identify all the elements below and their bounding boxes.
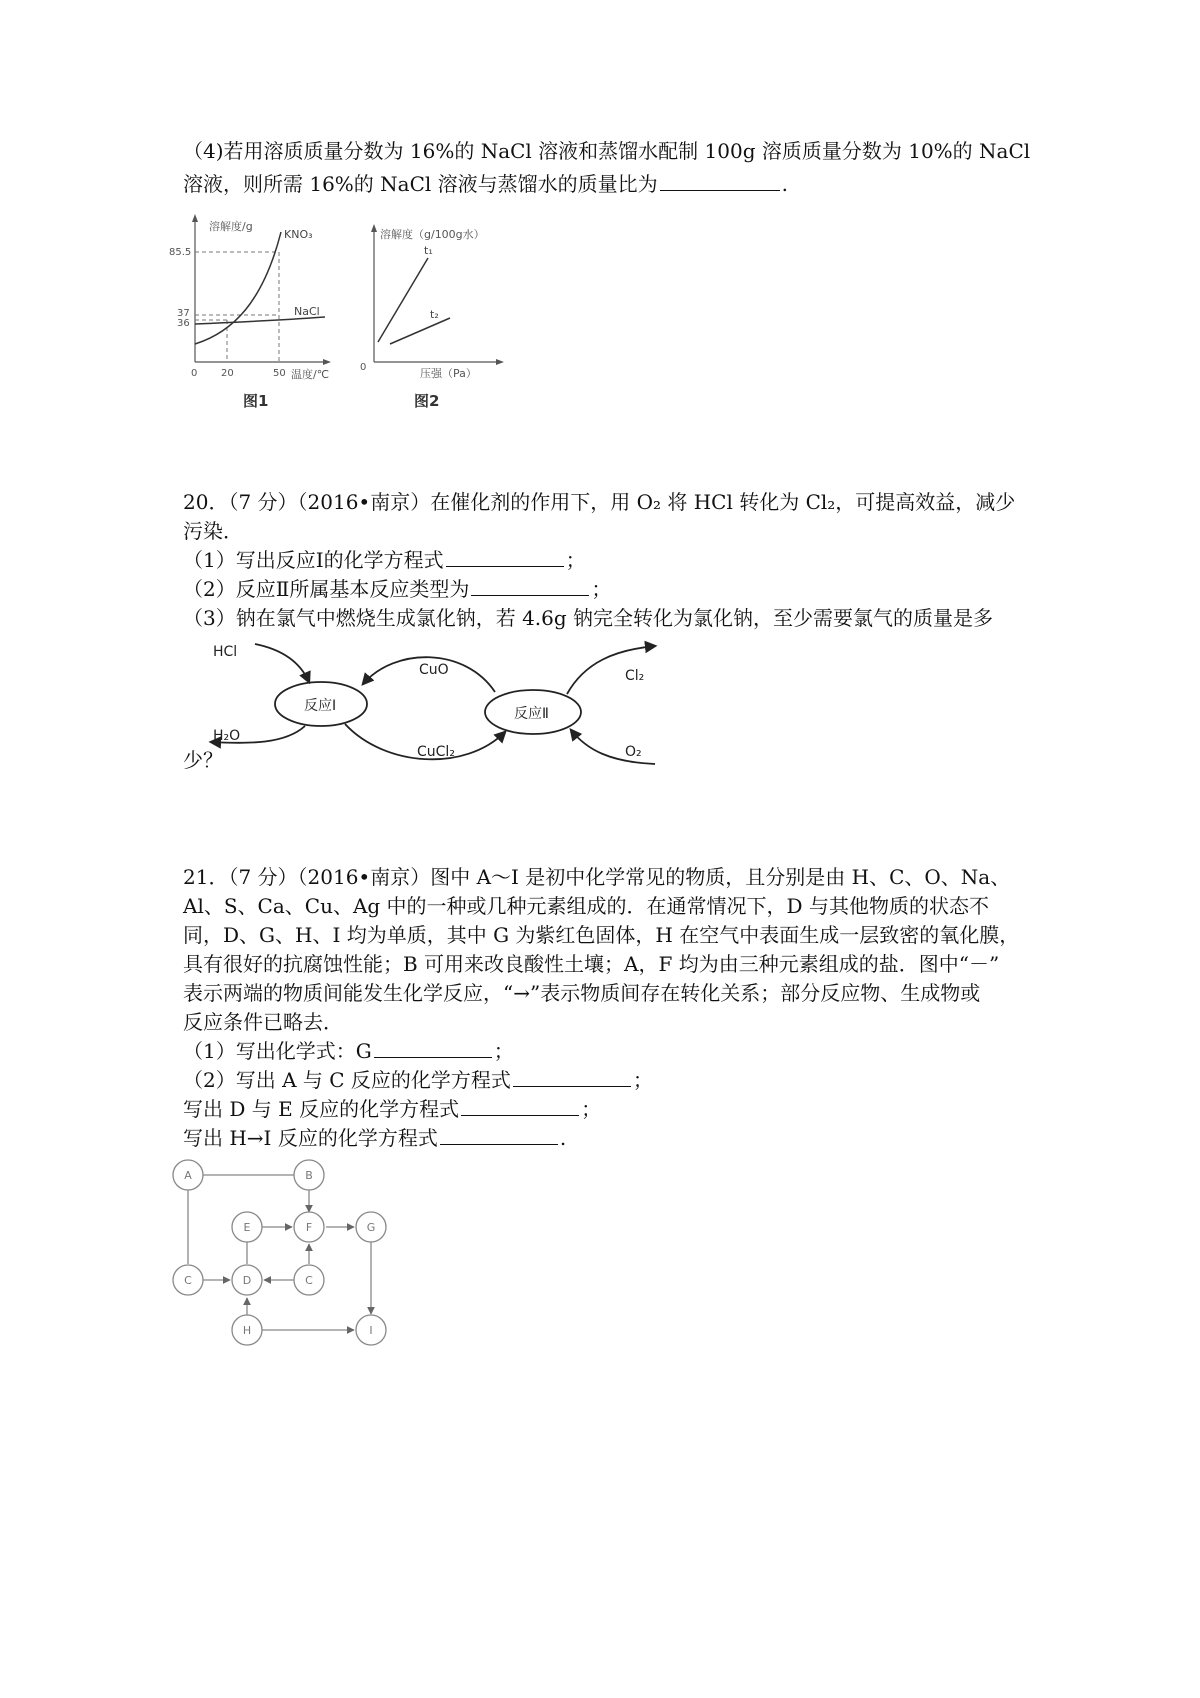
t2-label: t₂	[430, 308, 439, 321]
q20-sub1-text: （1）写出反应Ⅰ的化学方程式	[183, 548, 444, 572]
q21-sub2	[183, 1066, 653, 1094]
ytick-85-5: 85.5	[169, 247, 192, 258]
q21-line1: 21．（7 分）（2016•南京）图中 A～I 是初中化学常见的物质，且分别是由 H、C、O、Na、	[183, 865, 1011, 889]
answer-blank-q20-2[interactable]	[471, 575, 589, 596]
q21-sub4-end: .	[559, 1126, 567, 1150]
q20-line2: 污染．	[183, 519, 243, 543]
q20-sub1	[183, 546, 586, 574]
answer-blank-q21-2[interactable]	[513, 1066, 631, 1087]
q20-sub2-text: （2）反应Ⅱ所属基本反应类型为	[183, 577, 470, 601]
fig1-caption: 图1	[243, 392, 269, 410]
q20-line1: 20．（7 分）（2016•南京）在催化剂的作用下，用 O₂ 将 HCl 转化为 Cl₂，可提高效益，减少	[183, 490, 1016, 514]
nacl-label: NaCl	[294, 305, 320, 318]
q19-part4-end: .	[781, 172, 789, 196]
node-b: B	[305, 1169, 313, 1182]
cl2-label: Cl₂	[625, 668, 645, 684]
answer-blank-q19-4[interactable]	[660, 170, 780, 191]
cucl2-label: CuCl₂	[417, 744, 455, 760]
o2-arrow	[571, 730, 655, 764]
answer-blank-q21-3[interactable]	[461, 1095, 579, 1116]
cuo-label: CuO	[419, 662, 449, 678]
q21-sub2-text: （2）写出 A 与 C 反应的化学方程式	[183, 1068, 511, 1092]
nacl-curve	[195, 317, 325, 324]
fig2-xlabel: 压强（Pa）	[420, 367, 477, 380]
xtick-20: 20	[221, 368, 234, 379]
node-c-left: C	[184, 1274, 192, 1287]
q21-sub1-end: ；	[493, 1039, 514, 1063]
reaction-cycle-diagram	[205, 632, 675, 767]
kno3-label: KNO₃	[284, 228, 313, 241]
t1-label: t₁	[424, 244, 433, 257]
q21-sub1	[183, 1037, 514, 1065]
q21-sub1-text: （1）写出化学式：G	[183, 1039, 372, 1063]
hcl-label: HCl	[213, 644, 238, 660]
q21-sub2-end: ；	[632, 1068, 653, 1092]
h2o-label: H₂O	[213, 728, 241, 744]
reaction1-label: 反应Ⅰ	[304, 698, 337, 714]
node-c-right: C	[305, 1274, 313, 1287]
q21-sub3-text: 写出 D 与 E 反应的化学方程式	[183, 1097, 460, 1121]
fig1-ylabel: 溶解度/g	[209, 220, 253, 233]
substance-relation-diagram	[170, 1160, 400, 1355]
q21-line3: 同，D、G、H、I 均为单质，其中 G 为紫红色固体，H 在空气中表面生成一层致密的氧化膜，	[183, 923, 1020, 947]
node-a: A	[184, 1169, 192, 1182]
q19-part4-line1: （4)若用溶质质量分数为 16%的 NaCl 溶液和蒸馏水配制 100g 溶质质量分数为 10%的 NaCl	[183, 139, 1031, 163]
fig2-ylabel: 溶解度（g/100g水）	[380, 228, 485, 241]
fig2-origin: 0	[360, 362, 367, 373]
ytick-37: 37	[177, 308, 190, 319]
ytick-36: 36	[177, 318, 190, 329]
q21-line4: 具有很好的抗腐蚀性能；B 可用来改良酸性土壤；A，F 均为由三种元素组成的盐．图中“－”	[183, 952, 1000, 976]
q20-sub3-end: 少？	[183, 748, 223, 772]
t1-line	[378, 258, 428, 342]
solubility-pressure-figure-2	[360, 222, 510, 382]
q21-sub3	[183, 1095, 601, 1123]
q21-sub4	[183, 1124, 566, 1152]
q21-sub4-text: 写出 H→I 反应的化学方程式	[183, 1126, 438, 1150]
q19-part4-line2	[183, 170, 788, 198]
q21-line5: 表示两端的物质间能发生化学反应，“→”表示物质间存在转化关系；部分反应物、生成物或	[183, 981, 981, 1005]
o2-label: O₂	[625, 744, 642, 760]
q21-line2: Al、S、Ca、Cu、Ag 中的一种或几种元素组成的．在通常情况下，D 与其他物质的状态不	[183, 894, 989, 918]
node-g: G	[366, 1221, 376, 1234]
answer-blank-q21-4[interactable]	[440, 1124, 558, 1145]
node-h: H	[242, 1324, 252, 1337]
fig1-xlabel: 温度/℃	[291, 368, 330, 381]
t2-line	[390, 318, 450, 344]
node-e: E	[243, 1221, 251, 1234]
answer-blank-q20-1[interactable]	[446, 546, 564, 567]
answer-blank-q21-1[interactable]	[374, 1037, 492, 1058]
xtick-50: 50	[273, 368, 286, 379]
reaction2-label: 反应Ⅱ	[514, 706, 549, 722]
kno3-curve	[195, 232, 281, 344]
q20-sub1-end: ；	[565, 548, 586, 572]
xtick-0: 0	[191, 368, 198, 379]
node-i: I	[369, 1324, 373, 1337]
fig2-caption: 图2	[414, 392, 440, 410]
solubility-curve-figure-1	[169, 212, 333, 382]
node-d: D	[242, 1274, 252, 1287]
q20-sub2-end: ；	[591, 577, 612, 601]
q21-sub3-end: ；	[581, 1097, 602, 1121]
node-f: F	[305, 1221, 313, 1234]
q21-line6: 反应条件已略去．	[183, 1010, 343, 1034]
hcl-arrow	[255, 644, 309, 682]
q20-sub3: （3）钠在氯气中燃烧生成氯化钠，若 4.6g 钠完全转化为氯化钠，至少需要氯气的质量是多	[183, 606, 994, 630]
q19-part4-text: 溶液，则所需 16%的 NaCl 溶液与蒸馏水的质量比为	[183, 172, 658, 196]
q20-sub2	[183, 575, 611, 603]
